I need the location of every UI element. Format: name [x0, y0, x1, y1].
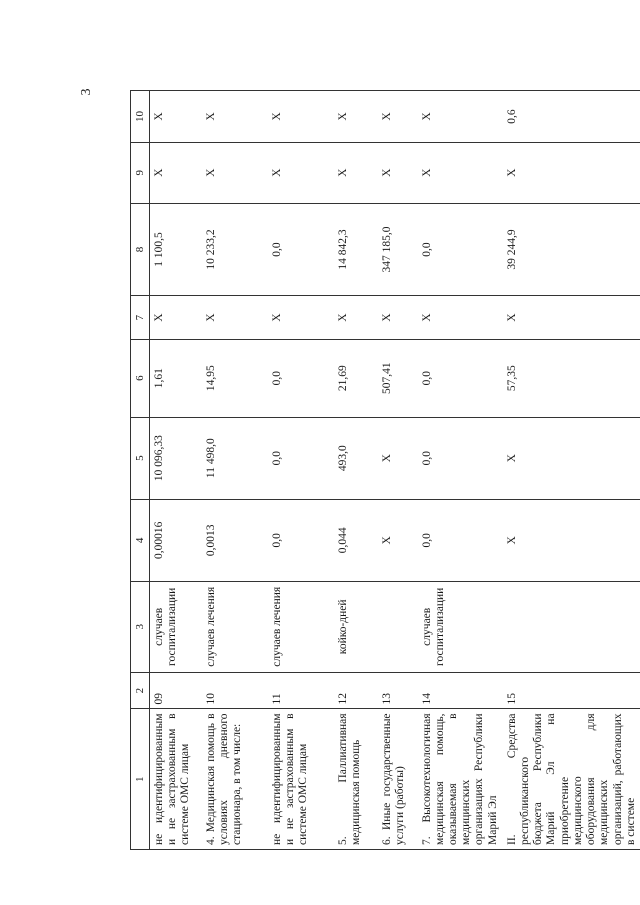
header-row	[131, 91, 150, 850]
financing-table	[130, 90, 640, 850]
row-value: 0,044	[334, 499, 378, 581]
column-header: 10	[131, 91, 150, 143]
row-value: X	[378, 417, 418, 499]
row-value: X	[503, 499, 640, 581]
column-header: 4	[131, 499, 150, 581]
row-value: X	[418, 142, 503, 203]
row-value: X	[202, 91, 268, 143]
row-unit: случаев госпитализации	[150, 581, 202, 672]
column-header: 5	[131, 417, 150, 499]
row-description: II. Средства республиканского бюджета Республики Марий Эл на приобретение медицинского оборудования для медицинских организаций, работающих в системе	[503, 709, 640, 850]
column-header: 7	[131, 296, 150, 339]
row-value: X	[378, 499, 418, 581]
row-value: X	[268, 142, 334, 203]
row-value: X	[268, 91, 334, 143]
row-value: 0,00016	[150, 499, 202, 581]
row-value: 0,0	[268, 203, 334, 296]
row-value: 1 100,5	[150, 203, 202, 296]
row-line-code: 15	[503, 672, 640, 709]
table-row	[503, 91, 640, 850]
table-row	[268, 91, 334, 850]
rotated-table-container	[130, 90, 637, 850]
row-description: не идентифицированным и не застрахованным в системе ОМС лицам	[150, 709, 202, 850]
row-value: 0,0	[268, 339, 334, 417]
row-value: 0,0013	[202, 499, 268, 581]
row-description: 4. Медицинская помощь в условиях дневного стационара, в том числе:	[202, 709, 268, 850]
row-description: 7. Высокотехнологичная медицинская помощь, оказываемая в медицинских организациях Республики Марий Эл	[418, 709, 503, 850]
row-description: 5. Паллиативная медицинская помощь	[334, 709, 378, 850]
column-header: 1	[131, 709, 150, 850]
column-header: 9	[131, 142, 150, 203]
row-value: X	[334, 296, 378, 339]
row-line-code: 12	[334, 672, 378, 709]
row-value: 10 096,33	[150, 417, 202, 499]
row-line-code: 11	[268, 672, 334, 709]
row-value: X	[378, 142, 418, 203]
row-value: 57,35	[503, 339, 640, 417]
column-header: 2	[131, 672, 150, 709]
row-value: 347 185,0	[378, 203, 418, 296]
row-value: 0,0	[268, 417, 334, 499]
row-value: X	[268, 296, 334, 339]
row-value: X	[503, 142, 640, 203]
table-row	[202, 91, 268, 850]
column-header: 3	[131, 581, 150, 672]
row-value: X	[378, 91, 418, 143]
row-value: 0,6	[503, 91, 640, 143]
row-description: 6. Иные государственные услуги (работы)	[378, 709, 418, 850]
table-row	[334, 91, 378, 850]
row-value: 14,95	[202, 339, 268, 417]
row-value: 0,0	[418, 339, 503, 417]
row-description: не идентифицированным и не застрахованным в системе ОМС лицам	[268, 709, 334, 850]
row-value: X	[150, 296, 202, 339]
row-value: X	[202, 296, 268, 339]
row-unit	[503, 581, 640, 672]
row-value: X	[334, 91, 378, 143]
row-value: 21,69	[334, 339, 378, 417]
row-value: X	[503, 296, 640, 339]
row-value: 14 842,3	[334, 203, 378, 296]
row-value: 10 233,2	[202, 203, 268, 296]
row-line-code: 13	[378, 672, 418, 709]
row-value: X	[378, 296, 418, 339]
row-value: X	[202, 142, 268, 203]
row-value: 39 244,9	[503, 203, 640, 296]
table-row	[150, 91, 202, 850]
row-value: X	[150, 142, 202, 203]
row-value: X	[503, 417, 640, 499]
page-number: 3	[79, 88, 94, 96]
row-value: 0,0	[418, 499, 503, 581]
row-unit: случаев лечения	[202, 581, 268, 672]
row-value: 1,61	[150, 339, 202, 417]
column-header: 8	[131, 203, 150, 296]
row-value: 507,41	[378, 339, 418, 417]
row-value: 11 498,0	[202, 417, 268, 499]
column-header: 6	[131, 339, 150, 417]
row-value: 0,0	[418, 417, 503, 499]
row-value: 493,0	[334, 417, 378, 499]
row-line-code: 09	[150, 672, 202, 709]
row-unit	[378, 581, 418, 672]
row-value: X	[150, 91, 202, 143]
table-row	[378, 91, 418, 850]
table-row	[418, 91, 503, 850]
row-line-code: 14	[418, 672, 503, 709]
row-line-code: 10	[202, 672, 268, 709]
row-value: 0,0	[418, 203, 503, 296]
row-value: X	[418, 91, 503, 143]
row-value: X	[334, 142, 378, 203]
row-unit: случаев госпитализации	[418, 581, 503, 672]
row-unit: койко-дней	[334, 581, 378, 672]
row-unit: случаев лечения	[268, 581, 334, 672]
row-value: X	[418, 296, 503, 339]
row-value: 0,0	[268, 499, 334, 581]
